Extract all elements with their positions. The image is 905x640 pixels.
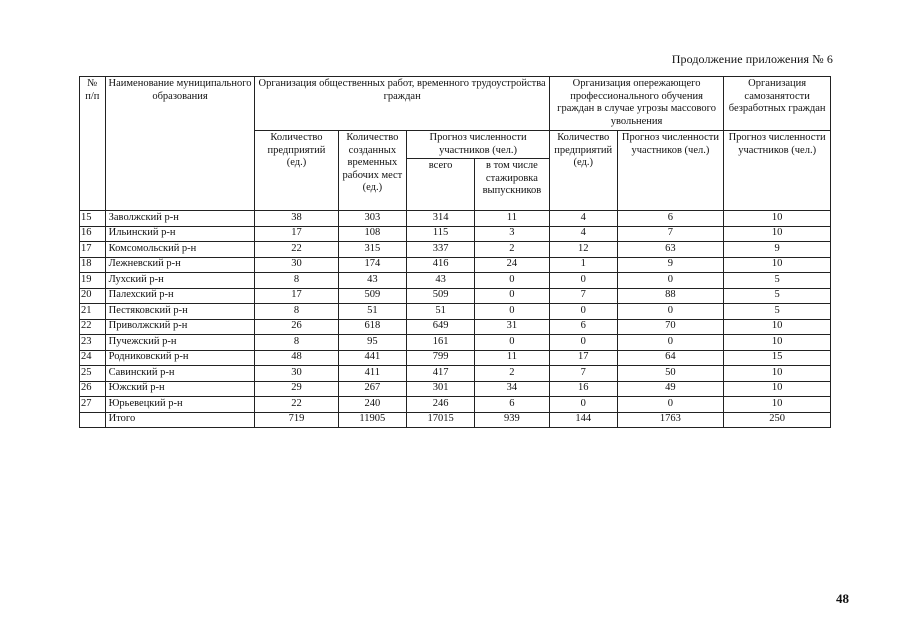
forecast-graduates: 2 (474, 242, 549, 258)
forecast-graduates: 2 (474, 366, 549, 382)
row-number: 27 (80, 397, 106, 413)
forecast-graduates: 0 (474, 273, 549, 289)
temp-jobs-count: 315 (338, 242, 407, 258)
row-number: 23 (80, 335, 106, 351)
header-training-enterprises: Количество предприятий (ед.) (549, 131, 617, 211)
self-employment-forecast: 9 (724, 242, 831, 258)
training-enterprises: 7 (549, 366, 617, 382)
enterprises-count: 29 (255, 381, 338, 397)
header-forecast-total: всего (407, 159, 475, 211)
table-row (80, 288, 831, 304)
forecast-graduates: 24 (474, 257, 549, 273)
forecast-total: 417 (407, 366, 475, 382)
table-row (80, 366, 831, 382)
temp-jobs-count: 509 (338, 288, 407, 304)
municipality-name: Комсомольский р-н (105, 242, 255, 258)
forecast-graduates: 6 (474, 397, 549, 413)
row-number: 20 (80, 288, 106, 304)
enterprises-count: 719 (255, 412, 338, 428)
municipality-name: Пестяковский р-н (105, 304, 255, 320)
page-header: Продолжение приложения № 6 (671, 52, 833, 66)
temp-jobs-count: 411 (338, 366, 407, 382)
table-row (80, 335, 831, 351)
header-group-public-works: Организация общественных работ, временного трудоустройства граждан (255, 77, 549, 131)
training-enterprises: 4 (549, 226, 617, 242)
row-number: 25 (80, 366, 106, 382)
forecast-total: 161 (407, 335, 475, 351)
municipality-name: Ильинский р-н (105, 226, 255, 242)
training-forecast: 0 (617, 304, 724, 320)
municipality-name: Приволжский р-н (105, 319, 255, 335)
enterprises-count: 38 (255, 211, 338, 227)
municipality-name: Лухский р-н (105, 273, 255, 289)
row-number: 17 (80, 242, 106, 258)
temp-jobs-count: 441 (338, 350, 407, 366)
municipality-name: Пучежский р-н (105, 335, 255, 351)
forecast-graduates: 939 (474, 412, 549, 428)
table-header (80, 77, 831, 211)
forecast-graduates: 11 (474, 350, 549, 366)
forecast-total: 51 (407, 304, 475, 320)
training-forecast: 70 (617, 319, 724, 335)
municipality-name: Родниковский р-н (105, 350, 255, 366)
training-forecast: 1763 (617, 412, 724, 428)
row-number: 26 (80, 381, 106, 397)
self-employment-forecast: 250 (724, 412, 831, 428)
forecast-total: 17015 (407, 412, 475, 428)
forecast-total: 337 (407, 242, 475, 258)
row-number: 24 (80, 350, 106, 366)
self-employment-forecast: 10 (724, 226, 831, 242)
self-employment-forecast: 10 (724, 319, 831, 335)
row-number: 21 (80, 304, 106, 320)
forecast-total: 649 (407, 319, 475, 335)
municipality-name: Заволжский р-н (105, 211, 255, 227)
table-body (80, 211, 831, 428)
training-forecast: 63 (617, 242, 724, 258)
forecast-total: 115 (407, 226, 475, 242)
header-group-training: Организация опережающего профессионального обучения граждан в случае угрозы массового увольнения (549, 77, 723, 131)
temp-jobs-count: 11905 (338, 412, 407, 428)
training-enterprises: 0 (549, 397, 617, 413)
self-employment-forecast: 10 (724, 335, 831, 351)
training-enterprises: 4 (549, 211, 617, 227)
self-employment-forecast: 10 (724, 381, 831, 397)
forecast-graduates: 0 (474, 335, 549, 351)
table-row (80, 350, 831, 366)
table-row (80, 397, 831, 413)
training-enterprises: 17 (549, 350, 617, 366)
enterprises-count: 22 (255, 397, 338, 413)
training-forecast: 49 (617, 381, 724, 397)
municipality-name: Палехский р-н (105, 288, 255, 304)
table-row (80, 242, 831, 258)
header-training-forecast: Прогноз численности участников (чел.) (617, 131, 724, 211)
forecast-graduates: 34 (474, 381, 549, 397)
training-forecast: 0 (617, 273, 724, 289)
self-employment-forecast: 10 (724, 211, 831, 227)
temp-jobs-count: 267 (338, 381, 407, 397)
table-row (80, 304, 831, 320)
training-enterprises: 144 (549, 412, 617, 428)
enterprises-count: 8 (255, 273, 338, 289)
forecast-total: 314 (407, 211, 475, 227)
training-enterprises: 12 (549, 242, 617, 258)
temp-jobs-count: 51 (338, 304, 407, 320)
training-forecast: 0 (617, 335, 724, 351)
municipality-name: Лежневский р-н (105, 257, 255, 273)
enterprises-count: 26 (255, 319, 338, 335)
municipality-name: Итого (105, 412, 255, 428)
temp-jobs-count: 43 (338, 273, 407, 289)
temp-jobs-count: 618 (338, 319, 407, 335)
header-temp-jobs: Количество созданных временных рабочих мест (ед.) (338, 131, 407, 211)
header-num: № п/п (80, 77, 106, 211)
row-number (80, 412, 106, 428)
self-employment-forecast: 10 (724, 257, 831, 273)
temp-jobs-count: 174 (338, 257, 407, 273)
enterprises-count: 8 (255, 304, 338, 320)
header-group-self-employment: Организация самозанятости безработных граждан (724, 77, 831, 131)
training-forecast: 50 (617, 366, 724, 382)
enterprises-count: 17 (255, 288, 338, 304)
forecast-graduates: 0 (474, 288, 549, 304)
enterprises-count: 30 (255, 366, 338, 382)
header-forecast-participants: Прогноз численности участников (чел.) (407, 131, 550, 159)
training-forecast: 7 (617, 226, 724, 242)
training-forecast: 64 (617, 350, 724, 366)
forecast-graduates: 3 (474, 226, 549, 242)
table-row (80, 257, 831, 273)
table-row (80, 273, 831, 289)
municipality-name: Савинский р-н (105, 366, 255, 382)
temp-jobs-count: 240 (338, 397, 407, 413)
temp-jobs-count: 303 (338, 211, 407, 227)
enterprises-count: 30 (255, 257, 338, 273)
header-enterprises: Количество предприятий (ед.) (255, 131, 338, 211)
training-forecast: 88 (617, 288, 724, 304)
table-row (80, 319, 831, 335)
municipality-name: Юрьевецкий р-н (105, 397, 255, 413)
enterprises-count: 48 (255, 350, 338, 366)
self-employment-forecast: 15 (724, 350, 831, 366)
table-row (80, 381, 831, 397)
self-employment-forecast: 5 (724, 304, 831, 320)
row-number: 18 (80, 257, 106, 273)
training-enterprises: 1 (549, 257, 617, 273)
training-enterprises: 7 (549, 288, 617, 304)
municipality-name: Южский р-н (105, 381, 255, 397)
training-enterprises: 16 (549, 381, 617, 397)
forecast-total: 416 (407, 257, 475, 273)
training-forecast: 6 (617, 211, 724, 227)
header-self-forecast: Прогноз численности участников (чел.) (724, 131, 831, 211)
self-employment-forecast: 5 (724, 288, 831, 304)
training-enterprises: 6 (549, 319, 617, 335)
enterprises-count: 17 (255, 226, 338, 242)
training-enterprises: 0 (549, 335, 617, 351)
forecast-graduates: 0 (474, 304, 549, 320)
training-forecast: 0 (617, 397, 724, 413)
forecast-total: 43 (407, 273, 475, 289)
total-row (80, 412, 831, 428)
forecast-total: 246 (407, 397, 475, 413)
self-employment-forecast: 5 (724, 273, 831, 289)
temp-jobs-count: 108 (338, 226, 407, 242)
header-forecast-graduates: в том числе стажировка выпускников (474, 159, 549, 211)
enterprises-count: 8 (255, 335, 338, 351)
row-number: 15 (80, 211, 106, 227)
employment-table (79, 76, 831, 428)
enterprises-count: 22 (255, 242, 338, 258)
table-row (80, 226, 831, 242)
forecast-total: 301 (407, 381, 475, 397)
self-employment-forecast: 10 (724, 366, 831, 382)
training-enterprises: 0 (549, 273, 617, 289)
self-employment-forecast: 10 (724, 397, 831, 413)
row-number: 16 (80, 226, 106, 242)
row-number: 19 (80, 273, 106, 289)
training-forecast: 9 (617, 257, 724, 273)
header-name: Наименование муниципального образования (105, 77, 255, 211)
forecast-graduates: 11 (474, 211, 549, 227)
forecast-total: 799 (407, 350, 475, 366)
row-number: 22 (80, 319, 106, 335)
temp-jobs-count: 95 (338, 335, 407, 351)
forecast-graduates: 31 (474, 319, 549, 335)
page-number: 48 (836, 591, 849, 606)
table-row (80, 211, 831, 227)
training-enterprises: 0 (549, 304, 617, 320)
forecast-total: 509 (407, 288, 475, 304)
